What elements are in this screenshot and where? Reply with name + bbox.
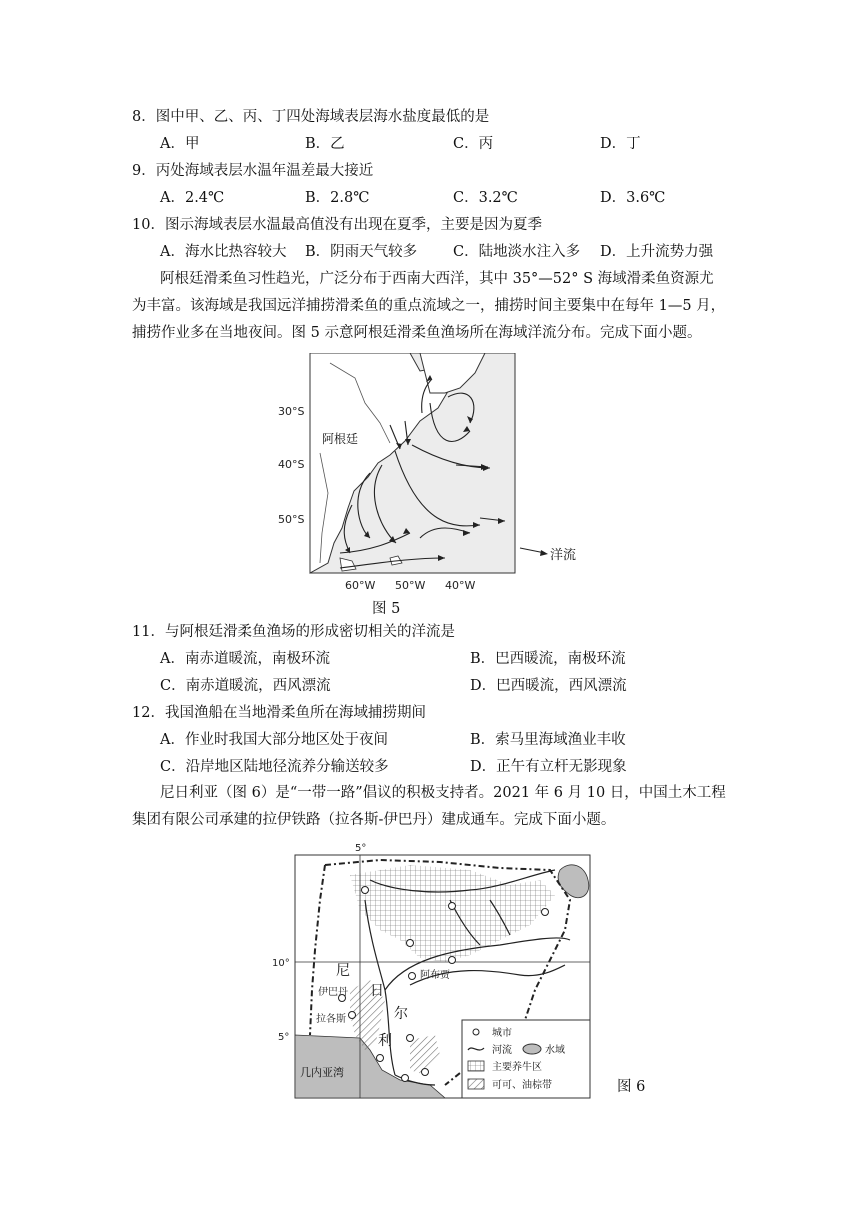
q10-option-a: A．海水比热容较大 — [160, 244, 287, 260]
q8-stem: 8．图中甲、乙、丙、丁四处海域表层海水盐度最低的是 — [132, 109, 490, 125]
q9-option-b: B．2.8℃ — [305, 190, 370, 206]
passage-squid — [132, 266, 727, 347]
q11-option-a: A．南赤道暖流，南极环流 — [160, 651, 330, 667]
legend-river: 河流 — [492, 1045, 512, 1056]
lat-label-50s: 50°S — [278, 513, 305, 526]
legend-water: 水域 — [545, 1045, 565, 1056]
legend-cattle: 主要养牛区 — [492, 1062, 542, 1073]
figure-5-caption: 图 5 — [372, 601, 401, 617]
legend-cocoa-palm: 可可、油棕带 — [492, 1080, 552, 1091]
figure-6-caption: 图 6 — [617, 1079, 646, 1095]
lat-label-30s: 30°S — [278, 405, 305, 418]
lat-label-5n: 5° — [278, 1032, 290, 1043]
legend-current-label: 洋流 — [550, 548, 577, 563]
q12-stem: 12．我国渔船在当地滑柔鱼所在海域捕捞期间 — [132, 705, 426, 721]
q8-option-d: D．丁 — [600, 136, 641, 152]
city-label-ibadan: 伊巴丹 — [318, 987, 348, 998]
q12-option-c: C．沿岸地区陆地径流养分输送较多 — [160, 759, 389, 775]
lon-label-50w: 50°W — [395, 579, 426, 592]
city-label-lagos: 拉各斯 — [316, 1014, 346, 1025]
legend-city: 城市 — [492, 1028, 512, 1039]
q9-stem: 9．丙处海域表层水温年温差最大接近 — [132, 163, 374, 179]
passage-nigeria — [132, 780, 727, 834]
passage-squid-text: 阿根廷滑柔鱼习性趋光，广泛分布于西南大西洋，其中 35°—52° S 海域滑柔鱼资源尤为丰富。该海域是我国远洋捕捞滑柔鱼的重点流域之一，捕捞时间主要集中在每年 1—5 月，捕捞作业多在当地夜间。图 5 示意阿根廷滑柔鱼渔场所在海域洋流分布。完成下面小题。 — [132, 271, 726, 341]
q8-option-b: B．乙 — [305, 136, 345, 152]
q9-option-c: C．3.2℃ — [453, 190, 518, 206]
q8-option-c: C．丙 — [453, 136, 494, 152]
lon-label-5e: 5° — [355, 843, 367, 854]
gulf-label: 几内亚湾 — [300, 1066, 344, 1079]
q12-option-d: D．正午有立杆无影现象 — [470, 759, 627, 775]
q10-option-d: D．上升流势力强 — [600, 244, 714, 260]
lon-label-60w: 60°W — [345, 579, 376, 592]
city-label-abuja: 阿布贾 — [420, 970, 450, 981]
lat-label-40s: 40°S — [278, 458, 305, 471]
q11-option-b: B．巴西暖流，南极环流 — [470, 651, 626, 667]
figure-6-nigeria-map — [270, 840, 670, 1105]
country-char-1: 尼 — [336, 963, 350, 979]
q9-option-d: D．3.6℃ — [600, 190, 666, 206]
lon-label-40w: 40°W — [445, 579, 476, 592]
country-char-4: 利 — [378, 1033, 392, 1049]
q9-option-a: A．2.4℃ — [160, 190, 225, 206]
q10-stem: 10．图示海域表层水温最高值没有出现在夏季，主要是因为夏季 — [132, 217, 542, 233]
q12-option-a: A．作业时我国大部分地区处于夜间 — [160, 732, 388, 748]
country-char-2: 日 — [370, 983, 384, 999]
q12-option-b: B．索马里海域渔业丰收 — [470, 732, 626, 748]
passage-nigeria-text: 尼日利亚（图 6）是“一带一路”倡议的积极支持者。2021 年 6 月 10 日，中国土木工程集团有限公司承建的拉伊铁路（拉各斯-伊巴丹）建成通车。完成下面小题。 — [132, 785, 726, 828]
q11-stem: 11．与阿根廷滑柔鱼渔场的形成密切相关的洋流是 — [132, 624, 455, 640]
q10-option-b: B．阴雨天气较多 — [305, 244, 418, 260]
figure-5-ocean-current-map — [270, 353, 600, 593]
lat-label-10n: 10° — [272, 958, 290, 969]
q10-option-c: C．陆地淡水注入多 — [453, 244, 581, 260]
q8-option-a: A．甲 — [160, 136, 200, 152]
country-char-3: 尔 — [394, 1006, 408, 1022]
q11-option-c: C．南赤道暖流，西风漂流 — [160, 678, 331, 694]
q11-option-d: D．巴西暖流，西风漂流 — [470, 678, 627, 694]
country-label-argentina: 阿根廷 — [322, 432, 359, 446]
